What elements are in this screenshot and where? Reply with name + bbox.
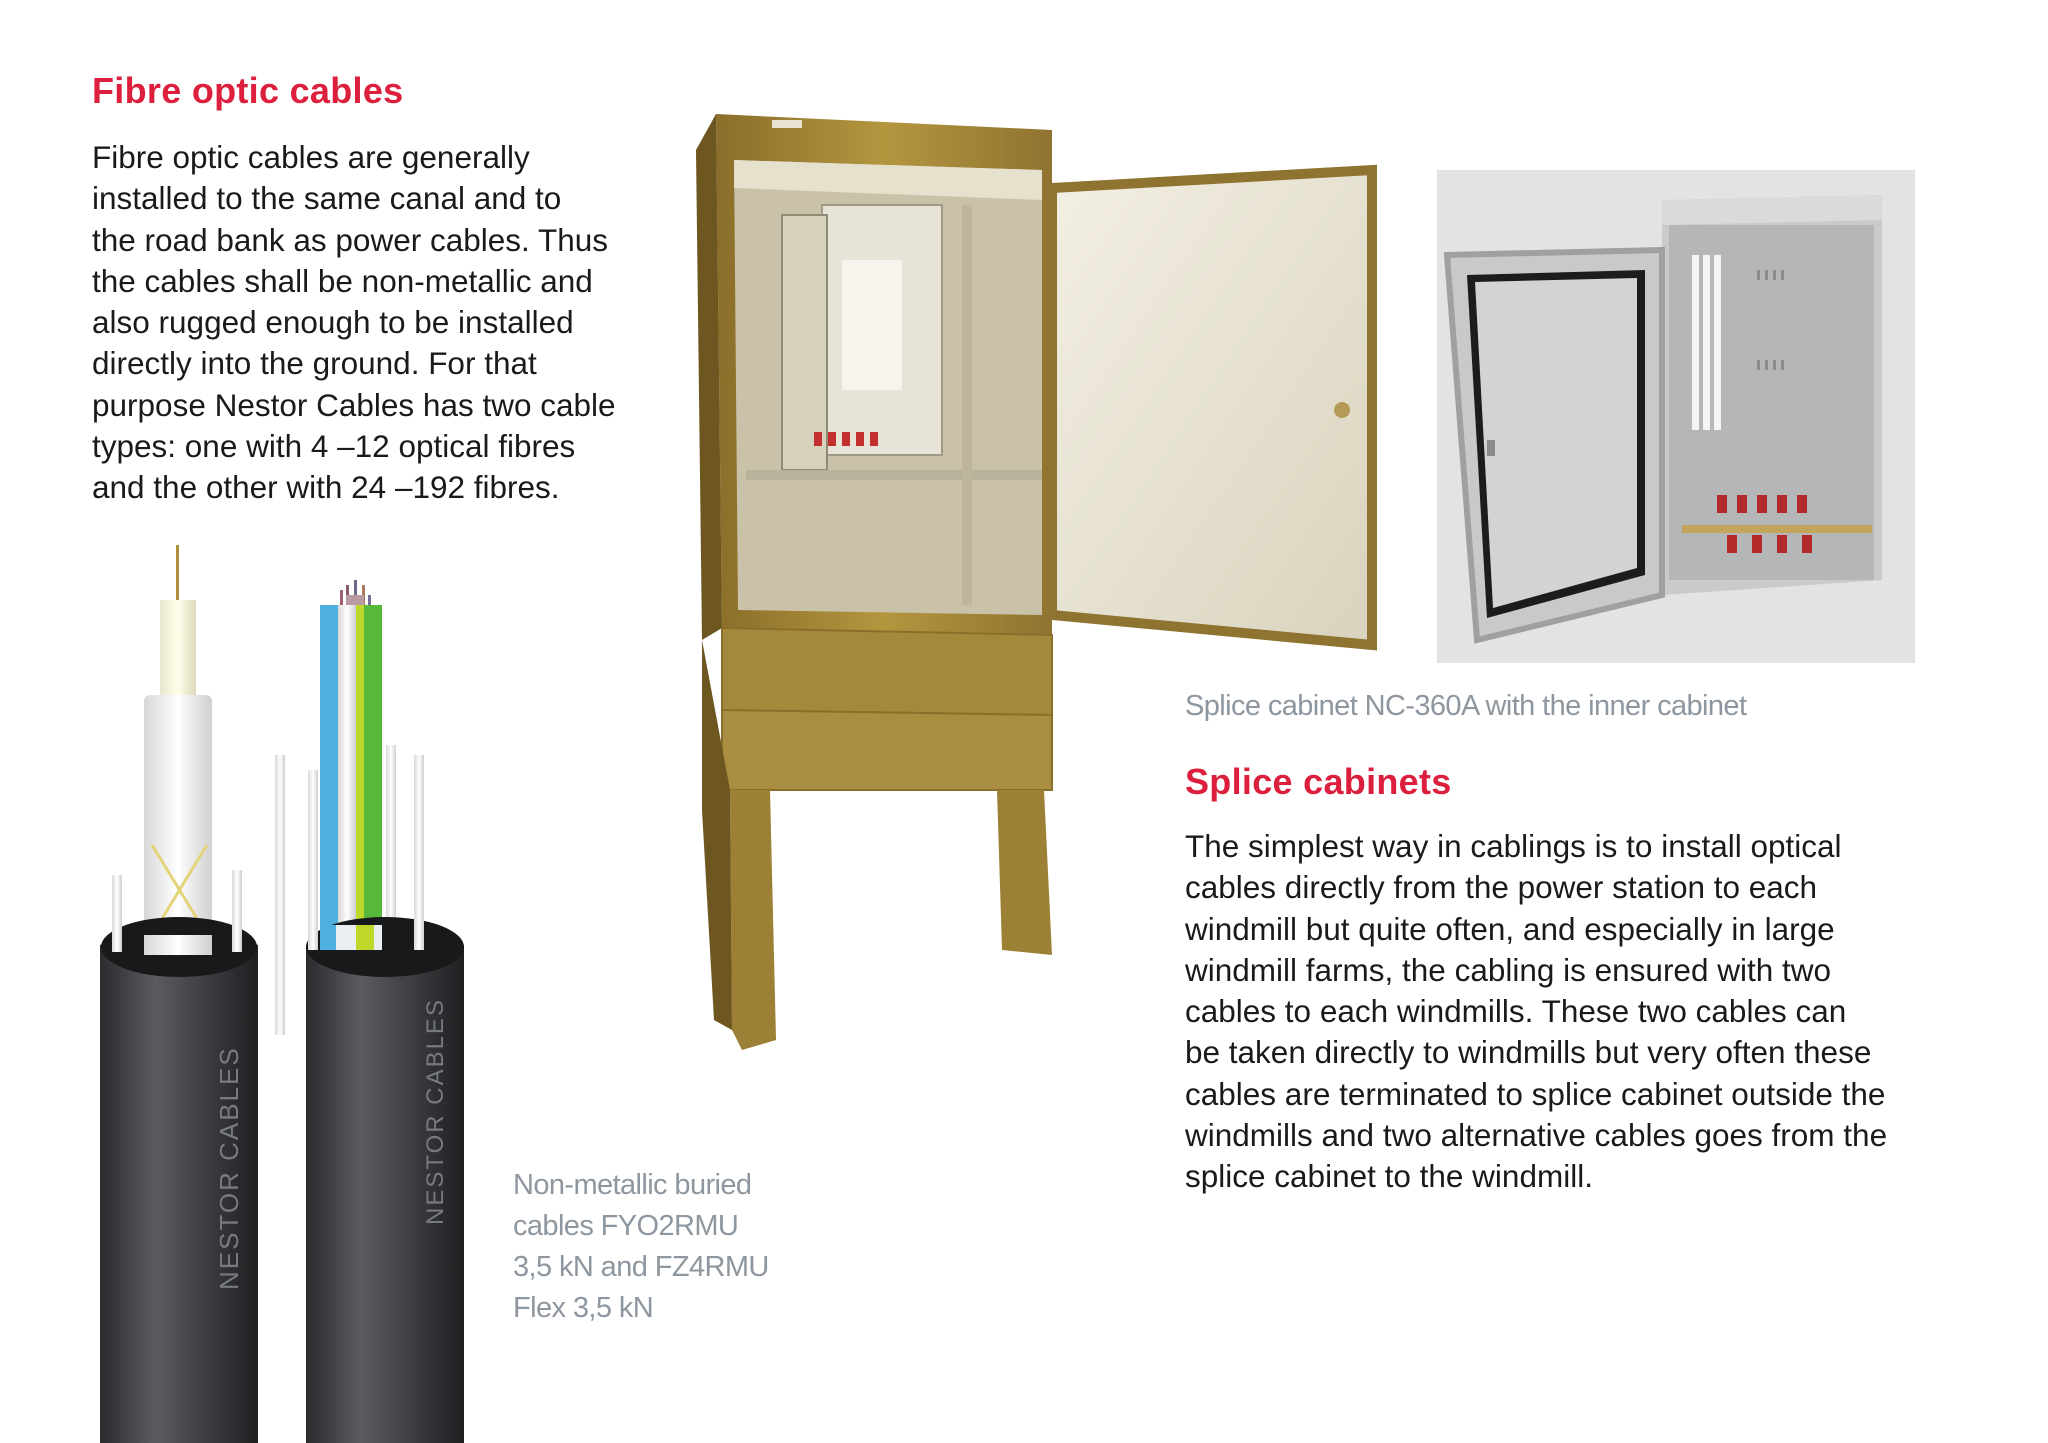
splice-paragraph: The simplest way in cablings is to install optical cables directly from the power station to each windmill but quite often, and especially in large windmill farms, the cabling is ensured with two cables to each windmills. These two cables can be taken directly to windmills but very often these cables are terminated to splice cabinet outside the windmills and two alternative cables goes from the splice cabinet to the windmill.	[1185, 828, 1888, 1195]
cabinet-caption: Splice cabinet NC-360A with the inner cabinet	[1185, 690, 1747, 722]
splice-cabinet-photo	[1437, 170, 1915, 663]
cables-caption: Non-metallic buried cables FYO2RMU 3,5 kN and FZ4RMU Flex 3,5 kN	[513, 1169, 769, 1324]
cable-print-1: NESTOR CABLES	[214, 1046, 244, 1290]
cable-print-2: NESTOR CABLES	[422, 998, 449, 1225]
fibre-heading: Fibre optic cables	[92, 70, 404, 111]
splice-heading: Splice cabinets	[1185, 761, 1452, 802]
fibre-paragraph: Fibre optic cables are generally installed to the same canal and to the road bank as power cables. Thus the cables shall be non-metallic and also rugged enough to be installed directly into the ground. For that purpose Nestor Cables has two cable types: one with 4 –12 optical fibres and the other with 24 –192 fibres.	[92, 139, 616, 506]
fibre-cables-image	[92, 545, 492, 1443]
